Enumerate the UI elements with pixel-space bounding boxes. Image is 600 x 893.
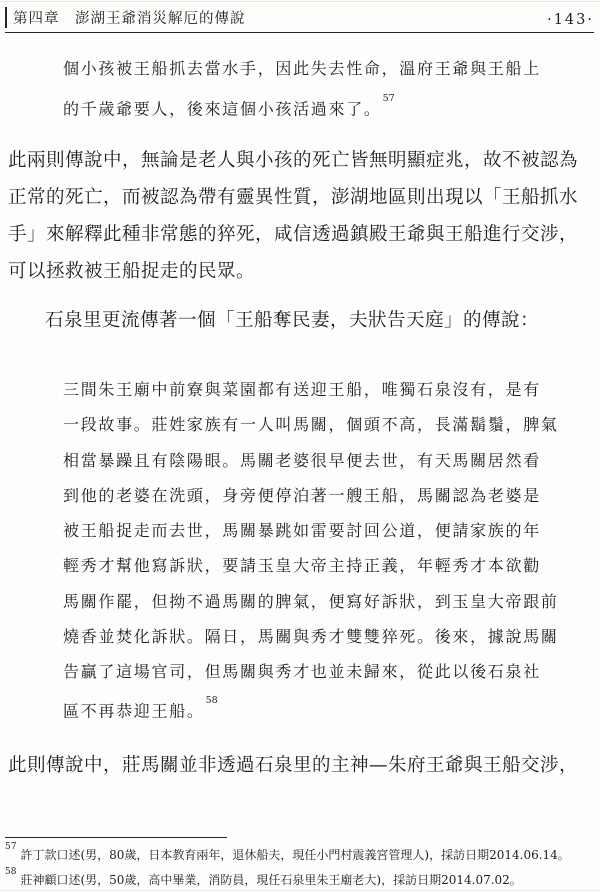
body-paragraph bbox=[8, 142, 578, 290]
quote-line: 燒香並焚化訴狀。隔日，馬關與秀才雙雙猝死。後來，據說馬關 bbox=[63, 627, 559, 647]
quote-line: 馬關作罷，但拗不過馬關的脾氣，便寫好訴狀，到玉皇大帝跟前 bbox=[63, 591, 559, 611]
footnote-reference: 57 bbox=[382, 93, 395, 104]
chapter-title: 第四章 澎湖王爺消災解厄的傳說 bbox=[5, 7, 246, 28]
body-paragraph: 石泉里更流傳著一個「王船奪民妻，夫狀告天庭」的傳說： bbox=[45, 310, 540, 331]
quote-line-text: 的千歲爺要人，後來這個小孩活過來了。 bbox=[63, 99, 382, 119]
footnote-text: 許丁款口述(男，80歲，日本教育兩年，退休船夫，現任小門村震義宮管理人)，採訪日期2014.06.14。 bbox=[20, 848, 570, 862]
scan-edge-top bbox=[0, 1, 600, 2]
paragraph-line: 此兩則傳說中，無論是老人與小孩的死亡皆無明顯症兆，故不被認為 bbox=[8, 150, 579, 171]
quote-line: 到他的老婆在洗頭，身旁便停泊著一艘王船，馬關認為老婆是 bbox=[63, 485, 541, 505]
quote-line: 三間朱王廟中前寮與菜園都有送迎王船，唯獨石泉沒有，是有 bbox=[63, 380, 541, 399]
quote-line: 被王船捉走而去世，馬關暴跳如雷要討回公道，便請家族的年 bbox=[63, 521, 541, 541]
footnote-marker: 58 bbox=[5, 867, 17, 877]
footnotes-section bbox=[5, 841, 596, 891]
paragraph-line: 正常的死亡，而被認為帶有靈異性質，澎湖地區則出現以「王船抓水 bbox=[8, 187, 579, 208]
paragraph-line: 可以拯救被王船捉走的民眾。 bbox=[8, 261, 256, 282]
block-quote-legend bbox=[63, 372, 559, 728]
footnote bbox=[5, 866, 596, 891]
quote-line: 個小孩被王船抓去當水手，因此失去性命，溫府王爺與王船上 bbox=[63, 59, 541, 78]
quote-line: 相當暴躁且有陰陽眼。馬關老婆很早便去世，有天馬關居然看 bbox=[63, 450, 541, 470]
footnote-separator bbox=[5, 837, 227, 838]
quote-line bbox=[63, 690, 559, 729]
paragraph-line: 手」來解釋此種非常態的猝死，咸信透過鎮殿王爺與王船進行交涉， bbox=[8, 224, 579, 245]
quote-line bbox=[63, 87, 541, 127]
header-rule bbox=[5, 7, 594, 33]
quote-line-text: 區不再恭迎王船。 bbox=[63, 701, 205, 720]
quote-line: 告贏了這場官司，但馬關與秀才也並未歸來，從此以後石泉社 bbox=[63, 662, 541, 682]
quote-line: 輕秀才幫他寫訴狀，要請玉皇大帝主持正義，年輕秀才本欲勸 bbox=[63, 556, 541, 576]
page-header bbox=[5, 7, 594, 33]
scan-edge-bottom bbox=[0, 890, 600, 891]
quote-line: 一段故事。莊姓家族有一人叫馬關，個頭不高，長滿鬍鬚，脾氣 bbox=[63, 415, 559, 435]
footnote-reference: 58 bbox=[205, 694, 218, 706]
page-number: ·143· bbox=[547, 12, 594, 28]
footnote-text: 莊神顧口述(男，50歲，高中畢業，消防員，現任石泉里朱王廟老大)，採訪日期2014.07.02。 bbox=[20, 873, 522, 887]
body-paragraph: 此則傳說中，莊馬關並非透過石泉里的主神—朱府王爺與王船交涉， bbox=[8, 755, 579, 776]
block-quote-continued bbox=[63, 50, 541, 127]
footnote-marker: 57 bbox=[5, 842, 17, 852]
footnote bbox=[5, 841, 596, 866]
